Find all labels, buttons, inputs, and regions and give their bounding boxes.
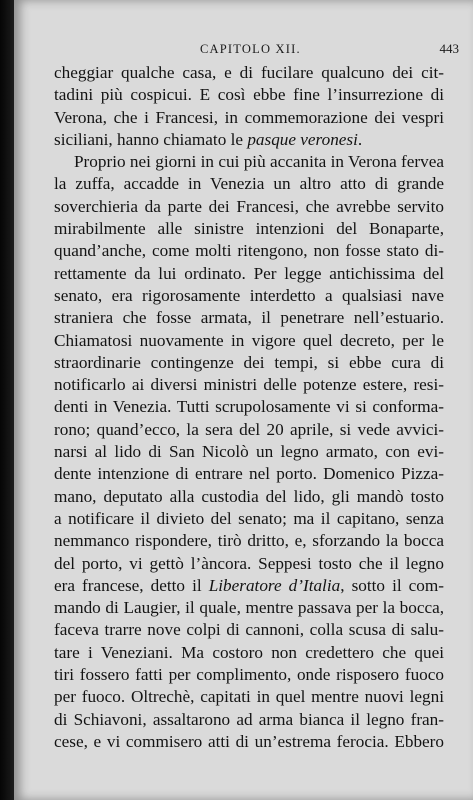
text-segment: straordinarie contingenze dei tempi, si ebbe cura di (54, 352, 444, 372)
text-segment: mano, deputato alla custodia del lido, gli mandò tosto (54, 486, 444, 506)
text-line (54, 173, 444, 195)
text-line (54, 508, 444, 530)
text-segment: soverchieria da parte dei Francesi, che avrebbe servito (54, 196, 444, 216)
text-line (54, 196, 444, 218)
running-head: CAPITOLO XII. (200, 42, 301, 56)
text-line (54, 84, 444, 106)
text-line (54, 374, 444, 396)
text-segment: Proprio nei giorni in cui più accanita in Verona fervea (74, 152, 444, 172)
text-segment: siciliani, hanno chiamato le (54, 129, 248, 149)
text-line (54, 151, 444, 173)
text-line (54, 731, 444, 753)
text-segment: dente intenzione di entrare nel porto. Domenico Pizza- (54, 464, 444, 484)
text-segment: la zuffa, accadde in Venezia un altro atto di grande (54, 174, 444, 194)
text-line (54, 330, 444, 352)
text-line (54, 619, 444, 641)
text-line (54, 307, 444, 329)
text-line (54, 263, 444, 285)
text-segment: di Schiavoni, assaltarono ad arma bianca il legno fran- (54, 709, 444, 729)
text-segment: narsi al lido di San Nicolò un legno armato, con evi- (54, 442, 444, 462)
text-segment: mando di Laugier, il quale, mentre passava per la bocca, (54, 598, 444, 618)
text-segment: Chiamatosi nuovamente in vigore quel decreto, per le (54, 330, 444, 350)
text-segment: tiri fossero fatti per complimento, onde risposero fuoco (54, 665, 444, 685)
text-segment: denti in Venezia. Tutti scrupolosamente vi si conforma- (54, 397, 444, 417)
text-line (54, 218, 444, 240)
text-segment: cheggiar qualche casa, e di fucilare qualcuno dei cit- (54, 63, 444, 82)
text-line (54, 352, 444, 374)
text-segment: quand’anche, come molti ritengono, non fosse stato di- (54, 241, 444, 261)
text-segment: rettamente da lui ordinato. Per legge antichissima del (54, 263, 444, 283)
body-text (54, 62, 444, 753)
text-segment: straniera che fosse armata, il penetrare nell’estuario. (54, 308, 444, 328)
text-line (54, 396, 444, 418)
book-gutter-shadow (0, 0, 14, 800)
text-line (54, 62, 444, 84)
text-segment: a notificare il divieto del senato; ma il capitano, senza (54, 508, 444, 528)
page-header (14, 40, 473, 60)
text-line (54, 709, 444, 731)
italic-text: pasque veronesi (247, 129, 358, 149)
text-segment: rono; quand’ecco, la sera del 20 aprile, si vede avvici- (54, 419, 444, 439)
text-segment: per fuoco. Oltrechè, capitati in quel mentre nuovi legni (54, 687, 444, 707)
text-segment: notificarlo ai diversi ministri delle potenze estere, resi- (54, 375, 444, 395)
text-segment: del porto, vi gettò l’àncora. Seppesi tosto che il legno (54, 553, 444, 573)
italic-text: Liberatore d’Italia (208, 575, 341, 595)
text-line (54, 664, 444, 686)
text-line (54, 486, 444, 508)
page-number: 443 (439, 41, 459, 56)
text-segment: cese, e vi commisero atti di un’estrema ferocia. Ebbero (54, 731, 444, 751)
text-segment: Verona, che i Francesi, in commemorazione dei vespri (54, 107, 444, 127)
text-line (54, 463, 444, 485)
text-line (54, 686, 444, 708)
text-line (54, 530, 444, 552)
text-line (54, 441, 444, 463)
text-segment: tare i Veneziani. Ma costoro non credettero che quei (54, 642, 444, 662)
text-segment: . (357, 129, 363, 149)
text-segment: nemmanco rispondere, tirò dritto, e, sforzando la bocca (54, 531, 444, 551)
text-segment: mirabilmente alle sinistre intenzioni del Bonaparte, (54, 219, 444, 239)
text-segment: faceva trarre nove colpi di cannoni, colla scusa di salu- (54, 620, 444, 640)
text-line (54, 597, 444, 619)
text-segment: , sotto il com- (340, 575, 444, 595)
text-line (54, 642, 444, 664)
paragraph (54, 151, 444, 753)
text-line (54, 419, 444, 441)
text-segment: era francese, detto il (54, 575, 209, 595)
text-segment: tadini più cospicui. E così ebbe fine l’insurrezione di (54, 85, 444, 105)
text-segment: senato, era rigorosamente interdetto a qualsiasi nave (54, 285, 444, 305)
text-line (54, 107, 444, 129)
text-line (54, 240, 444, 262)
text-line (54, 553, 444, 575)
text-line (54, 285, 444, 307)
text-line (54, 129, 444, 151)
text-line (54, 575, 444, 597)
paragraph (54, 62, 444, 151)
